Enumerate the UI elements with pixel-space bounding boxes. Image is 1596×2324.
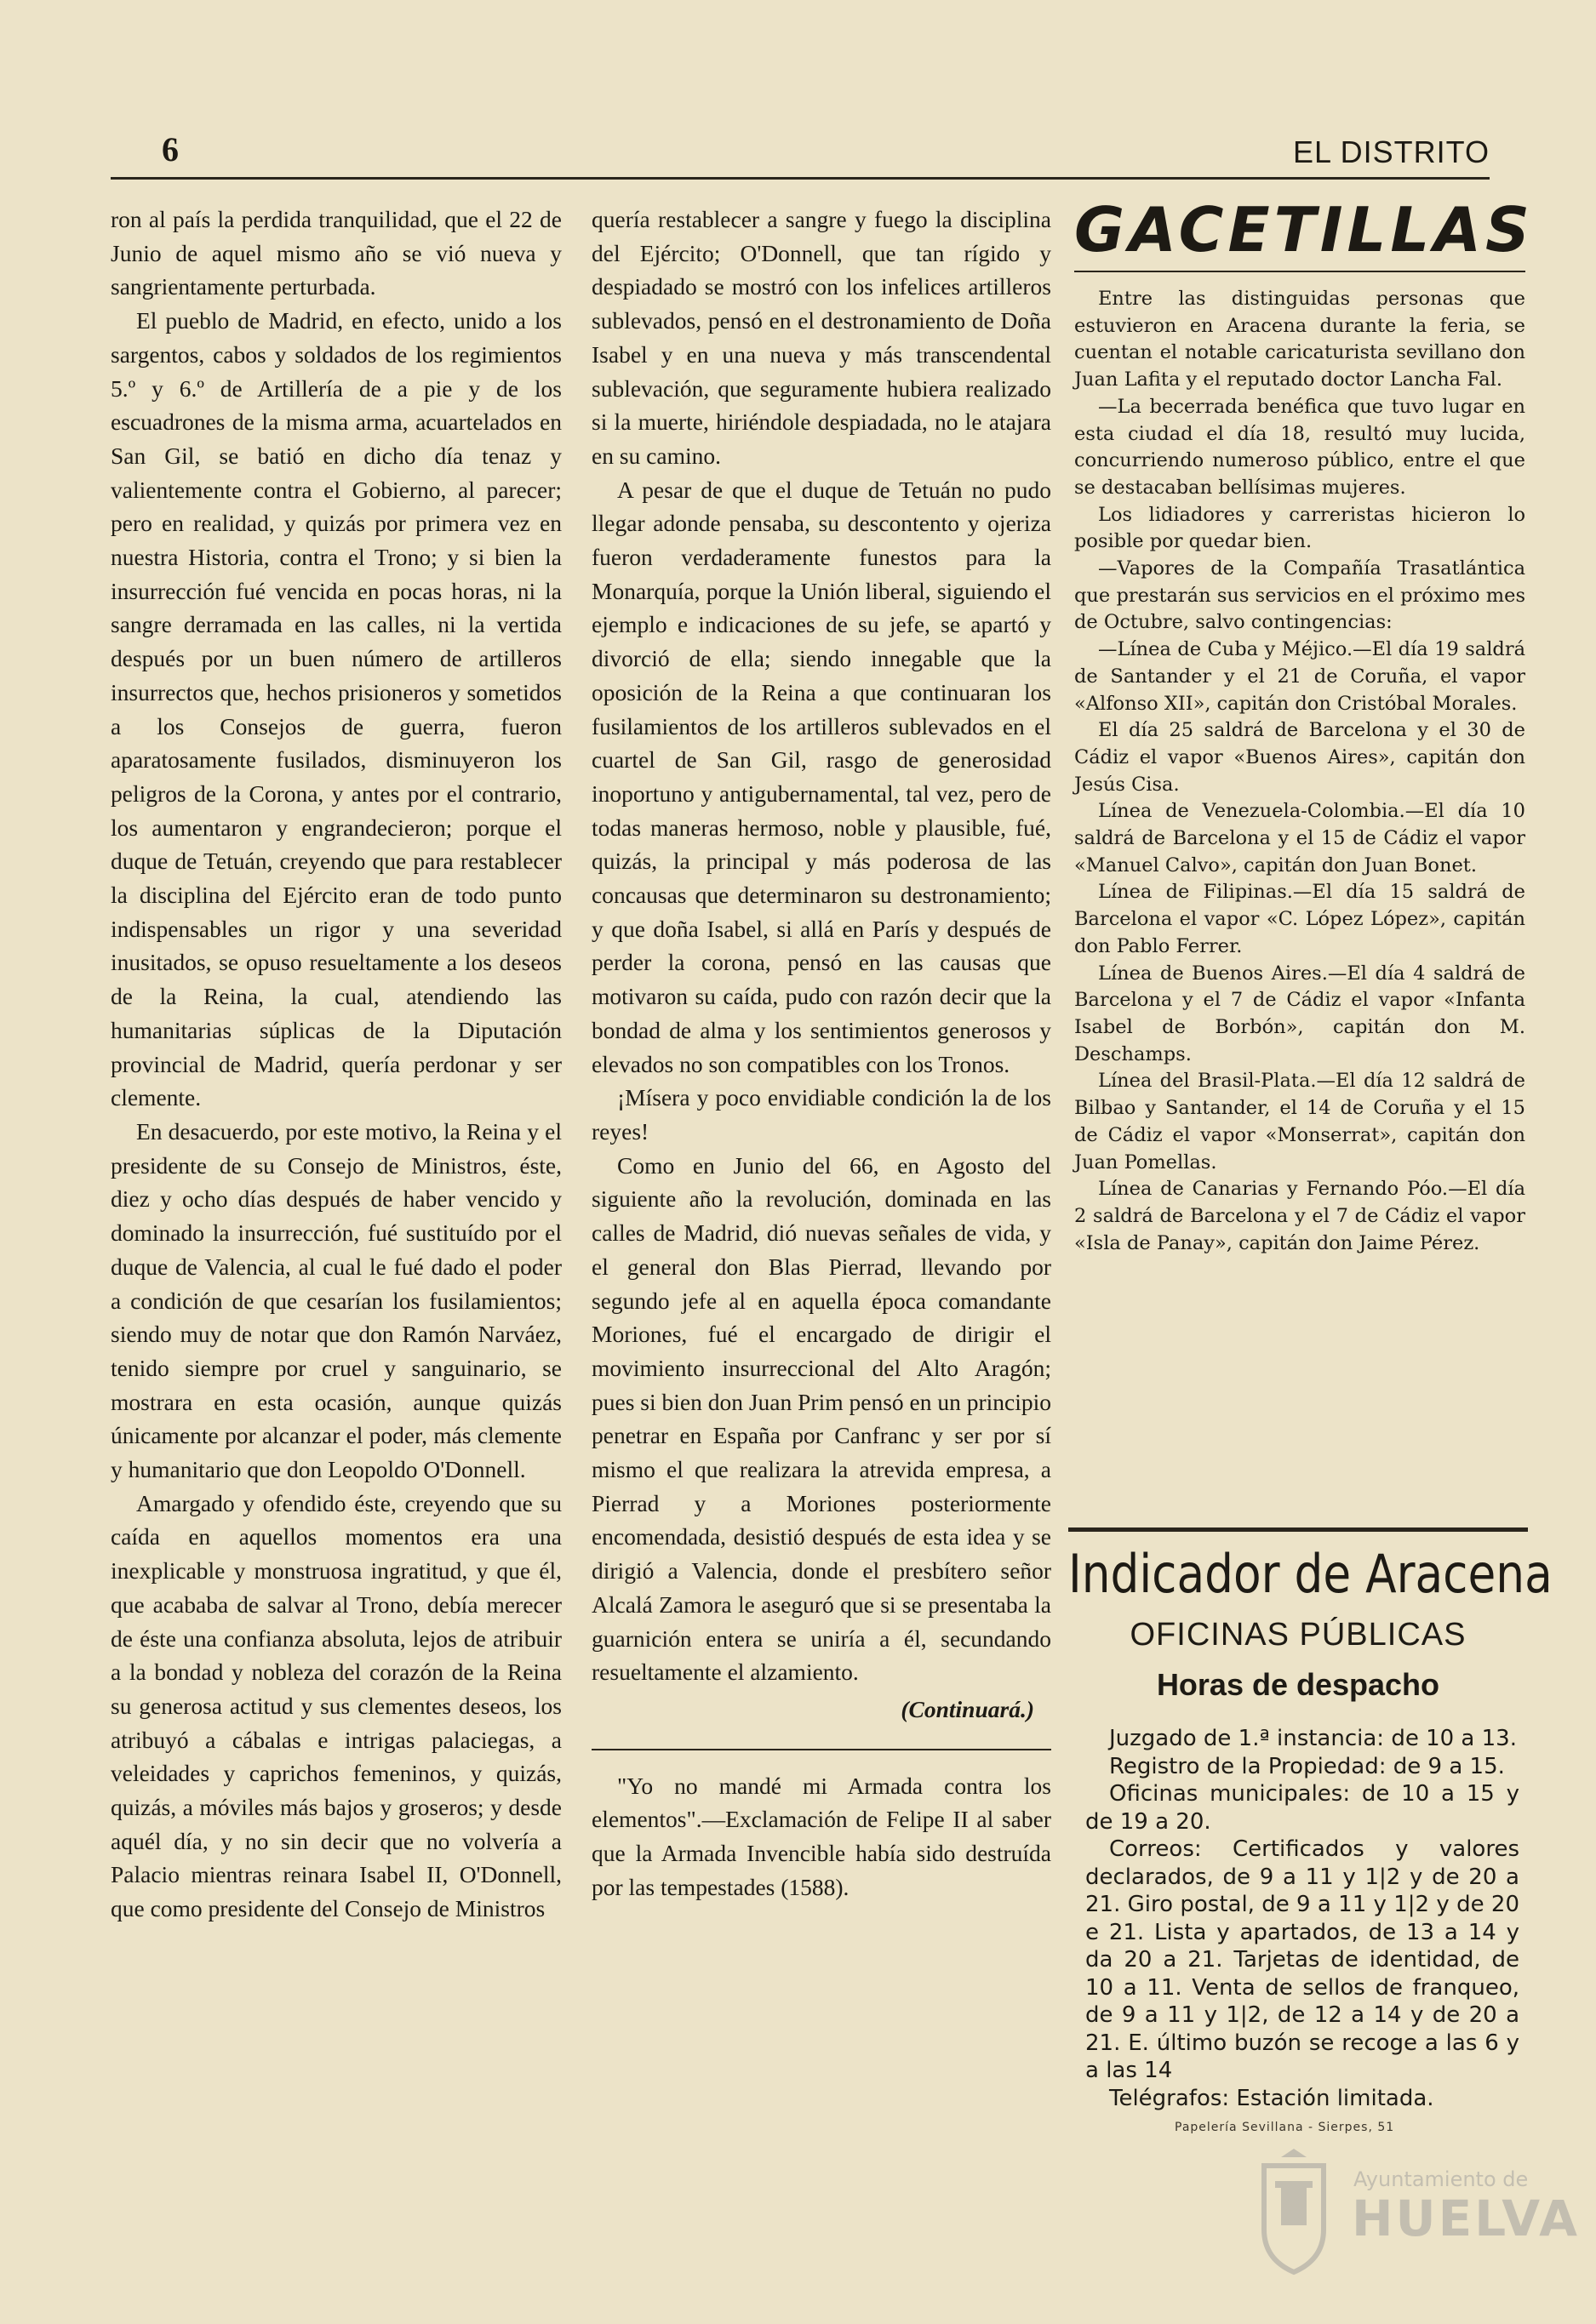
office-hours-item: Oficinas municipales: de 10 a 15 y de 19 a 20. — [1085, 1781, 1519, 1835]
historical-quote: "Yo no mandé mi Armada contra los elementos".—Exclamación de Felipe II al saber que la Armada Invencible había sido destruída por las tempestades (1588). — [592, 1772, 1051, 1900]
gacetillas-column — [1074, 194, 1534, 1257]
office-hours-item: Telégrafos: Estación limitada. — [1109, 2085, 1434, 2111]
continued-notice: (Continuará.) — [901, 1695, 1034, 1722]
section-divider — [592, 1749, 1051, 1750]
gacetillas-divider — [1074, 271, 1525, 272]
page-header — [111, 128, 1490, 180]
gacetilla-item: —La becerrada benéfica que tuvo lugar en esta ciudad el día 18, resultó muy lucida, concurriendo numeroso público, entre el que se destacaban bellísimas mujeres. — [1074, 395, 1525, 499]
gacetilla-item: Línea de Buenos Aires.—El día 4 saldrá de Barcelona y el 7 de Cádiz el vapor «Infanta Isabel de Borbón», capitán don M. Deschamps. — [1074, 962, 1525, 1065]
gacetilla-item: —Línea de Cuba y Méjico.—El día 19 saldrá de Santander y el 21 de Coruña, el vapor «Alfonso XII», capitán don Cristóbal Morales. — [1074, 638, 1525, 715]
gacetilla-item: Entre las distinguidas personas que estuvieron en Aracena durante la feria, se cuentan el notable caricaturista sevillano don Juan Lafita y el reputado doctor Lancha Fal. — [1074, 288, 1525, 391]
gacetilla-item: El día 25 saldrá de Barcelona y el 30 de Cádiz el vapor «Buenos Aires», capitán don Jesús Cisa. — [1074, 719, 1525, 796]
gacetilla-item: Línea de Venezuela-Colombia.—El día 10 saldrá de Barcelona y el 15 de Cádiz el vapor «Manuel Calvo», capitán don Juan Bonet. — [1074, 800, 1525, 876]
indicador-subtitle: OFICINAS PÚBLICAS — [1130, 1617, 1467, 1653]
article-paragraph: Amargado y ofendido éste, creyendo que su caída en aquellos momentos era una inexplicable y monstruosa ingratitud, y que él, que acababa de salvar al Trono, debía merecer de éste una confianza absoluta, lejos de atribuir a la bondad y nobleza del corazón de la Reina su generosa actitud y sus clementes deseos, los atribuyó a cábalas e intrigas palaciegas, a veleidades y caprichos femeninos, y quizás, quizás, a móviles más bajos y groseros; y desde aquél día, y no sin decir que no volvería a Palacio mientras reinara Isabel II, O'Donnell, que como presidente del Consejo de Ministros — [111, 1489, 562, 1922]
office-hours-item: Juzgado de 1.ª instancia: de 10 a 13. — [1109, 1726, 1517, 1751]
article-column-1 — [111, 203, 562, 1926]
article-column-2 — [592, 203, 1051, 1904]
gacetilla-item: Los lidiadores y carreristas hicieron lo posible por quedar bien. — [1074, 503, 1525, 553]
gacetilla-item: Línea de Filipinas.—El día 15 saldrá de Barcelona el vapor «C. López López», capitán don Pablo Ferrer. — [1074, 881, 1525, 957]
printer-credit: Papelería Sevillana - Sierpes, 51 — [1175, 2121, 1395, 2134]
article-paragraph: ¡Mísera y poco envidiable condición la de los reyes! — [592, 1084, 1051, 1145]
watermark-name: HUELVA — [1352, 2190, 1581, 2247]
article-paragraph: A pesar de que el duque de Tetuán no pudo llegar adonde pensaba, su descontento y ojeriza fueron verdaderamente funestos para la Monarquía, porque la Unión liberal, siguiendo el ejemplo e indicaciones de su jefe, se apartó y divorció de ella; siendo innegable que la oposición de la Reina a que continuaran los fusilamientos de los artilleros sublevados en el cuartel de San Gil, rasgo de generosidad inoportuno y antigubernamental, tal vez, pero de todas maneras hermoso, noble y plausible, fué, quizás, la principal y más poderosa de las concausas que determinaron su destronamiento; y que doña Isabel, si allá en París y después de perder la corona, pensó en las causas que motivaron su caída, pudo con razón decir que la bondad de alma y los sentimientos generosos y elevados no son compatibles con los Tronos. — [592, 476, 1051, 1077]
page-number: 6 — [162, 130, 179, 168]
watermark-subtitle: Ayuntamiento de — [1353, 2167, 1529, 2191]
gacetillas-title: GACETILLAS — [1074, 194, 1534, 266]
gacetillas-body — [1074, 286, 1525, 1257]
office-hours-item: Registro de la Propiedad: de 9 a 15. — [1109, 1753, 1505, 1779]
gacetilla-item: —Vapores de la Compañía Trasatlántica que prestarán sus servicios en el próximo mes de Octubre, salvo contingencias: — [1074, 557, 1525, 634]
article-paragraph: quería restablecer a sangre y fuego la disciplina del Ejército; O'Donnell, que tan rígido y despiadado se mostró con los infelices artilleros sublevados, pensó en el destronamiento de Doña Isabel y en una nueva y más transcendental sublevación, que seguramente hubiera realizado si la muerte, hiriéndole despiadada, no le atajara en su camino. — [592, 206, 1051, 469]
gacetilla-item: Línea del Brasil-Plata.—El día 12 saldrá de Bilbao y Santander, el 14 de Coruña y el 15 de Cádiz el vapor «Monserrat», capitán don Juan Pomellas. — [1074, 1070, 1525, 1173]
article-paragraph: Como en Junio del 66, en Agosto del siguiente año la revolución, dominada en las calles de Madrid, dió nuevas señales de vida, y el general don Blas Pierrad, llevando por segundo jefe al en aquella época comandante Moriones, fué el encargado de dirigir el movimiento insurreccional del Alto Aragón; pues si bien don Juan Prim pensó en un principio penetrar en España por Canfranc y ser por sí mismo el que realizara la atrevida empresa, a Pierrad y a Moriones posteriormente encomendada, desistió después de esta idea y se dirigió a Valencia, donde el presbítero señor Alcalá Zamora le aseguró que si se presentaba la guarnición entera se uniría a él, secundando resueltamente el alzamiento. — [592, 1151, 1052, 1686]
office-hours-list — [1068, 1725, 1528, 2112]
newspaper-name: EL DISTRITO — [1292, 134, 1490, 169]
city-shield-icon — [1251, 2149, 1336, 2276]
article-paragraph: El pueblo de Madrid, en efecto, unido a los sargentos, cabos y soldados de los regimientos 5.º y 6.º de Artillería de a pie y de los escuadrones de la misma arma, acuartelados en San Gil, se batió en dicho día tenaz y valientemente contra el Gobierno, al parecer; pero en realidad, y quizás por primera vez en nuestra Historia, contra el Trono; y si bien la insurrección fué vencida en pocas horas, ni la sangre derramada en las calles, ni la vertida después por un buen número de artilleros insurrectos que, hechos prisioneros y sometidos a los Consejos de guerra, fueron aparatosamente fusilados, disminuyeron los peligros de la Corona, y antes por el contrario, los aumentaron y engrandecieron; porque el duque de Tetuán, creyendo que para restablecer la disciplina del Ejército eran de todo punto indispensables un rigor y una severidad inusitados, se opuso resueltamente a los deseos de la Reina, la cual, atendiendo las humanitarias súplicas de la Diputación provincial de Madrid, quería perdonar y ser clemente. — [111, 307, 562, 1111]
article-paragraph: ron al país la perdida tranquilidad, que el 22 de Junio de aquel mismo año se vió nueva y sangrientamente perturbada. — [111, 206, 562, 300]
office-hours-item: Correos: Certificados y valores declarados, de 9 a 11 y 1|2 y de 20 a 21. Giro postal, de 9 a 11 y 1|2 y de 20 e 21. Lista y apartados, de 13 a 14 y da 20 a 21. Tarjetas de identidad, de 10 a 11. Venta de sellos de franqueo, de 9 a 11 y 1|2, de 12 a 14 y de 20 a 21. E. último buzón se recoge a las 6 y a las 14 — [1085, 1836, 1519, 2083]
archive-watermark — [1251, 2149, 1581, 2285]
indicador-title: Indicador de Aracena — [1068, 1543, 1553, 1605]
indicador-hours-title: Horas de despacho — [1156, 1667, 1440, 1702]
gacetilla-item: Línea de Canarias y Fernando Póo.—El día 2 saldrá de Barcelona y el 7 de Cádiz el vapor «Isla de Panay», capitán don Jaime Pérez. — [1074, 1178, 1525, 1254]
indicador-box — [1068, 1527, 1553, 2112]
article-paragraph: En desacuerdo, por este motivo, la Reina y el presidente de su Consejo de Ministros, éste, diez y ocho días después de haber vencido y dominado la insurrección, fué sustituído por el duque de Valencia, al cual le fué dado el poder a condición de que cesarían los fusilamientos; siendo muy de notar que don Ramón Narváez, tenido siempre por cruel y sanguinario, se mostrara en esta ocasión, aunque quizás únicamente por alcanzar el poder, más clemente y humanitario que don Leopoldo O'Donnell. — [111, 1117, 562, 1483]
